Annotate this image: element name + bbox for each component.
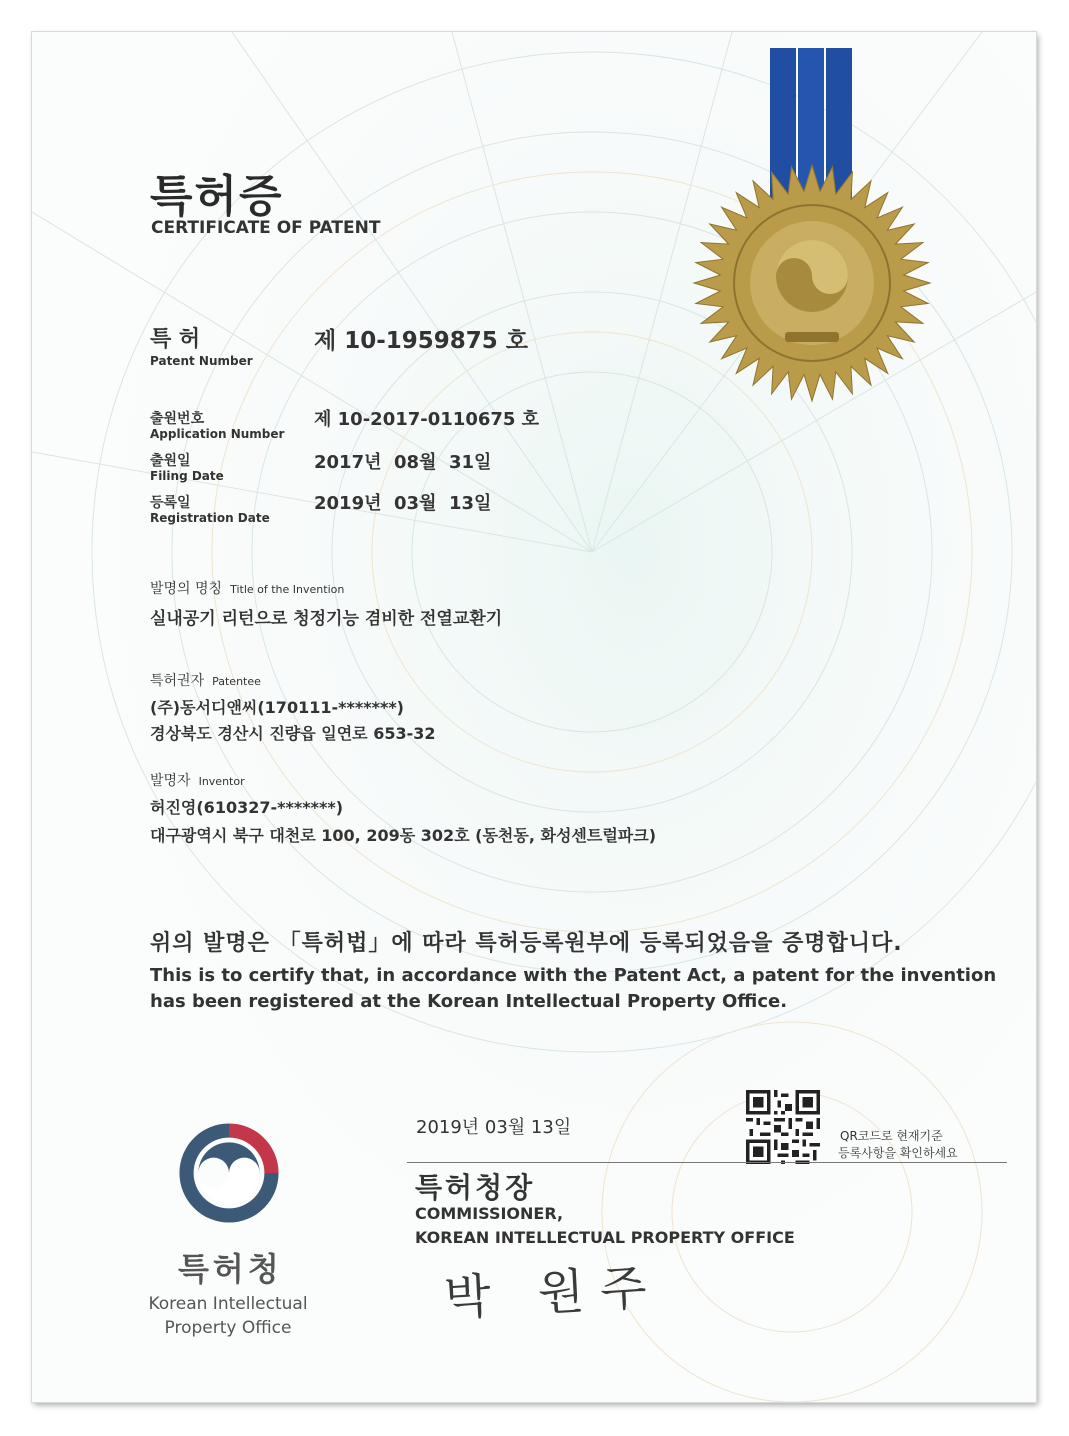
commissioner-title-ko: 특허청장 bbox=[415, 1171, 536, 1204]
qr-note-line2: 등록사항을 확인하세요 bbox=[838, 1146, 958, 1160]
patentee-address: 경상북도 경산시 진량읍 일연로 653-32 bbox=[150, 724, 436, 743]
taegeuk-logo-icon bbox=[170, 1114, 288, 1232]
qr-note-line1: QR코드로 현재기준 bbox=[840, 1129, 943, 1143]
registration-date-label-en: Registration Date bbox=[150, 511, 270, 525]
qr-note bbox=[838, 1128, 958, 1162]
commissioner-title-en-line2: KOREAN INTELLECTUAL PROPERTY OFFICE bbox=[415, 1228, 795, 1247]
office-name-en-line2: Property Office bbox=[164, 1318, 292, 1338]
inventor-label-ko: 발명자 bbox=[150, 773, 191, 789]
inventor-address: 대구광역시 북구 대천로 100, 209동 302호 (동천동, 화성센트럴파크) bbox=[150, 826, 657, 845]
patentee-label-ko: 특허권자 bbox=[150, 673, 205, 689]
certification-text-ko: 위의 발명은 「특허법」에 따라 특허등록원부에 등록되었음을 증명합니다. bbox=[150, 931, 903, 956]
registration-date-value: 2019년 03월 13일 bbox=[314, 493, 492, 514]
office-name-ko: 특허청 bbox=[178, 1250, 283, 1288]
application-number-label: 출원번호 bbox=[150, 411, 205, 427]
registration-date-label: 등록일 bbox=[150, 495, 191, 511]
patent-number-value: 제 10-1959875 호 bbox=[314, 328, 529, 354]
certificate-title-en: CERTIFICATE OF PATENT bbox=[151, 218, 381, 238]
patentee-label-en: Patentee bbox=[212, 675, 261, 688]
certificate-page bbox=[32, 32, 1036, 1402]
invention-title: 실내공기 리턴으로 청정기능 겸비한 전열교환기 bbox=[150, 609, 503, 629]
patentee-section-label bbox=[150, 670, 261, 690]
issue-date: 2019년 03월 13일 bbox=[416, 1117, 572, 1138]
application-number-label-en: Application Number bbox=[150, 427, 285, 441]
inventor-name: 허진영(610327-*******) bbox=[150, 798, 344, 817]
gold-seal-icon bbox=[687, 48, 937, 408]
patent-number-label: 특 허 bbox=[150, 327, 201, 352]
inventor-section-label bbox=[150, 770, 245, 790]
office-name-en-line1: Korean Intellectual bbox=[148, 1294, 308, 1314]
invention-label-ko: 발명의 명칭 bbox=[150, 581, 223, 597]
application-number-value: 제 10-2017-0110675 호 bbox=[314, 409, 540, 430]
patentee-name: (주)동서디앤씨(170111-*******) bbox=[150, 698, 404, 717]
qr-code-icon bbox=[746, 1090, 820, 1164]
certification-text-en-line2: has been registered at the Korean Intellectual Property Office. bbox=[150, 991, 788, 1012]
filing-date-label-en: Filing Date bbox=[150, 469, 224, 483]
signature-divider bbox=[407, 1162, 1007, 1163]
certification-text-en-line1: This is to certify that, in accordance with the Patent Act, a patent for the invention bbox=[150, 965, 997, 986]
filing-date-value: 2017년 08월 31일 bbox=[314, 452, 492, 473]
certificate-title-ko: 특허증 bbox=[150, 171, 284, 222]
invention-section-label bbox=[150, 578, 344, 598]
commissioner-signature: 박 원주 bbox=[442, 1259, 664, 1327]
inventor-label-en: Inventor bbox=[198, 775, 245, 788]
filing-date-label: 출원일 bbox=[150, 453, 191, 469]
invention-label-en: Title of the Invention bbox=[230, 583, 345, 596]
patent-number-label-en: Patent Number bbox=[150, 354, 253, 368]
commissioner-title-en-line1: COMMISSIONER, bbox=[415, 1204, 564, 1223]
